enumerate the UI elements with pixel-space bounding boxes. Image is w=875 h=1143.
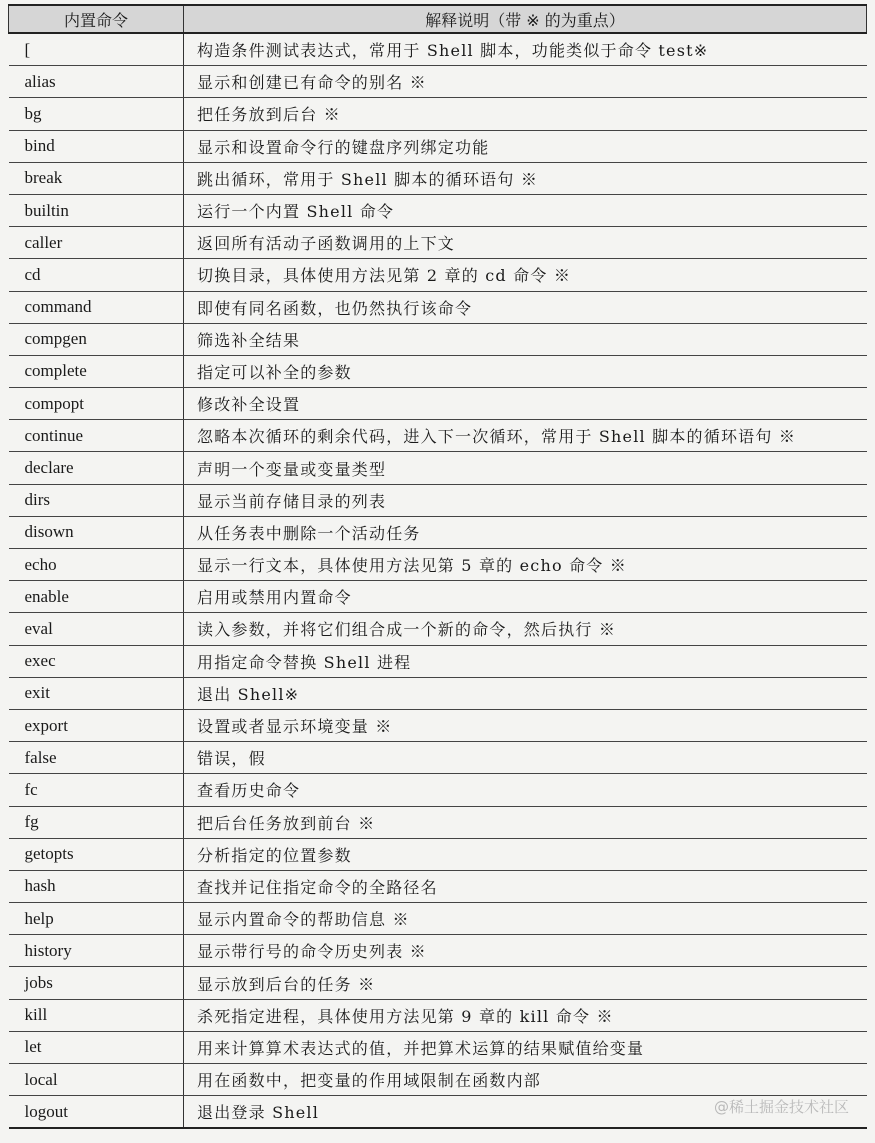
command-cell: exit <box>9 677 184 709</box>
table-row <box>9 291 867 323</box>
command-cell: eval <box>9 613 184 645</box>
table-row <box>9 903 867 935</box>
description-cell: 忽略本次循环的剩余代码，进入下一次循环，常用于 Shell 脚本的循环语句 ※ <box>184 420 867 452</box>
command-cell: compgen <box>9 323 184 355</box>
command-cell: fc <box>9 774 184 806</box>
description-cell: 用指定命令替换 Shell 进程 <box>184 645 867 677</box>
table-row <box>9 420 867 452</box>
table-row <box>9 33 867 66</box>
table-row <box>9 130 867 162</box>
description-cell: 筛选补全结果 <box>184 323 867 355</box>
table-row <box>9 194 867 226</box>
description-cell: 构造条件测试表达式，常用于 Shell 脚本，功能类似于命令 test※ <box>184 33 867 66</box>
command-cell: cd <box>9 259 184 291</box>
command-cell: declare <box>9 452 184 484</box>
description-cell: 指定可以补全的参数 <box>184 355 867 387</box>
command-cell: dirs <box>9 484 184 516</box>
description-cell: 声明一个变量或变量类型 <box>184 452 867 484</box>
table-header-row <box>9 5 867 33</box>
command-cell: history <box>9 935 184 967</box>
description-cell: 退出 Shell※ <box>184 677 867 709</box>
description-cell: 查找并记住指定命令的全路径名 <box>184 870 867 902</box>
header-description: 解释说明（带 ※ 的为重点） <box>184 5 867 33</box>
command-cell: jobs <box>9 967 184 999</box>
description-cell: 显示和设置命令行的键盘序列绑定功能 <box>184 130 867 162</box>
table-row <box>9 452 867 484</box>
command-cell: local <box>9 1064 184 1096</box>
description-cell: 显示和创建已有命令的别名 ※ <box>184 66 867 98</box>
command-cell: echo <box>9 549 184 581</box>
table-row <box>9 516 867 548</box>
header-command: 内置命令 <box>9 5 184 33</box>
description-cell: 设置或者显示环境变量 ※ <box>184 709 867 741</box>
command-cell: logout <box>9 1096 184 1129</box>
description-cell: 显示内置命令的帮助信息 ※ <box>184 903 867 935</box>
table-row <box>9 645 867 677</box>
command-cell: hash <box>9 870 184 902</box>
description-cell: 退出登录 Shell <box>184 1096 867 1129</box>
table-row <box>9 677 867 709</box>
table-row <box>9 967 867 999</box>
builtin-commands-table <box>8 4 867 1129</box>
description-cell: 显示当前存储目录的列表 <box>184 484 867 516</box>
command-cell: command <box>9 291 184 323</box>
description-cell: 读入参数，并将它们组合成一个新的命令，然后执行 ※ <box>184 613 867 645</box>
command-cell: alias <box>9 66 184 98</box>
description-cell: 杀死指定进程，具体使用方法见第 9 章的 kill 命令 ※ <box>184 999 867 1031</box>
table-row <box>9 355 867 387</box>
table-row <box>9 259 867 291</box>
table-row <box>9 162 867 194</box>
table-row <box>9 98 867 130</box>
description-cell: 即使有同名函数，也仍然执行该命令 <box>184 291 867 323</box>
description-cell: 修改补全设置 <box>184 388 867 420</box>
description-cell: 切换目录，具体使用方法见第 2 章的 cd 命令 ※ <box>184 259 867 291</box>
command-cell: bg <box>9 98 184 130</box>
command-cell: export <box>9 709 184 741</box>
builtin-commands-table-wrapper <box>8 4 866 1129</box>
command-cell: false <box>9 742 184 774</box>
table-row <box>9 935 867 967</box>
description-cell: 用来计算算术表达式的值，并把算术运算的结果赋值给变量 <box>184 1031 867 1063</box>
table-row <box>9 1031 867 1063</box>
description-cell: 查看历史命令 <box>184 774 867 806</box>
description-cell: 返回所有活动子函数调用的上下文 <box>184 227 867 259</box>
table-row <box>9 742 867 774</box>
command-cell: bind <box>9 130 184 162</box>
command-cell: kill <box>9 999 184 1031</box>
command-cell: exec <box>9 645 184 677</box>
description-cell: 显示一行文本，具体使用方法见第 5 章的 echo 命令 ※ <box>184 549 867 581</box>
command-cell: caller <box>9 227 184 259</box>
description-cell: 显示带行号的命令历史列表 ※ <box>184 935 867 967</box>
table-row <box>9 999 867 1031</box>
description-cell: 显示放到后台的任务 ※ <box>184 967 867 999</box>
table-row <box>9 613 867 645</box>
command-cell: compopt <box>9 388 184 420</box>
description-cell: 用在函数中，把变量的作用域限制在函数内部 <box>184 1064 867 1096</box>
table-row <box>9 870 867 902</box>
description-cell: 错误，假 <box>184 742 867 774</box>
table-row <box>9 581 867 613</box>
watermark: @稀土掘金技术社区 <box>713 1098 849 1116</box>
description-cell: 分析指定的位置参数 <box>184 838 867 870</box>
command-cell: getopts <box>9 838 184 870</box>
table-row <box>9 709 867 741</box>
table-row <box>9 806 867 838</box>
table-row <box>9 227 867 259</box>
command-cell: builtin <box>9 194 184 226</box>
description-cell: 从任务表中删除一个活动任务 <box>184 516 867 548</box>
command-cell: [ <box>9 33 184 66</box>
description-cell: 把任务放到后台 ※ <box>184 98 867 130</box>
description-cell: 跳出循环，常用于 Shell 脚本的循环语句 ※ <box>184 162 867 194</box>
table-row <box>9 1064 867 1096</box>
description-cell: 启用或禁用内置命令 <box>184 581 867 613</box>
table-row <box>9 66 867 98</box>
table-row <box>9 549 867 581</box>
description-cell: 把后台任务放到前台 ※ <box>184 806 867 838</box>
table-row <box>9 774 867 806</box>
command-cell: disown <box>9 516 184 548</box>
command-cell: let <box>9 1031 184 1063</box>
table-row <box>9 323 867 355</box>
table-row <box>9 484 867 516</box>
command-cell: complete <box>9 355 184 387</box>
description-cell: 运行一个内置 Shell 命令 <box>184 194 867 226</box>
command-cell: break <box>9 162 184 194</box>
table-row <box>9 838 867 870</box>
command-cell: continue <box>9 420 184 452</box>
table-row <box>9 388 867 420</box>
command-cell: enable <box>9 581 184 613</box>
command-cell: help <box>9 903 184 935</box>
table-body <box>9 33 867 1128</box>
command-cell: fg <box>9 806 184 838</box>
